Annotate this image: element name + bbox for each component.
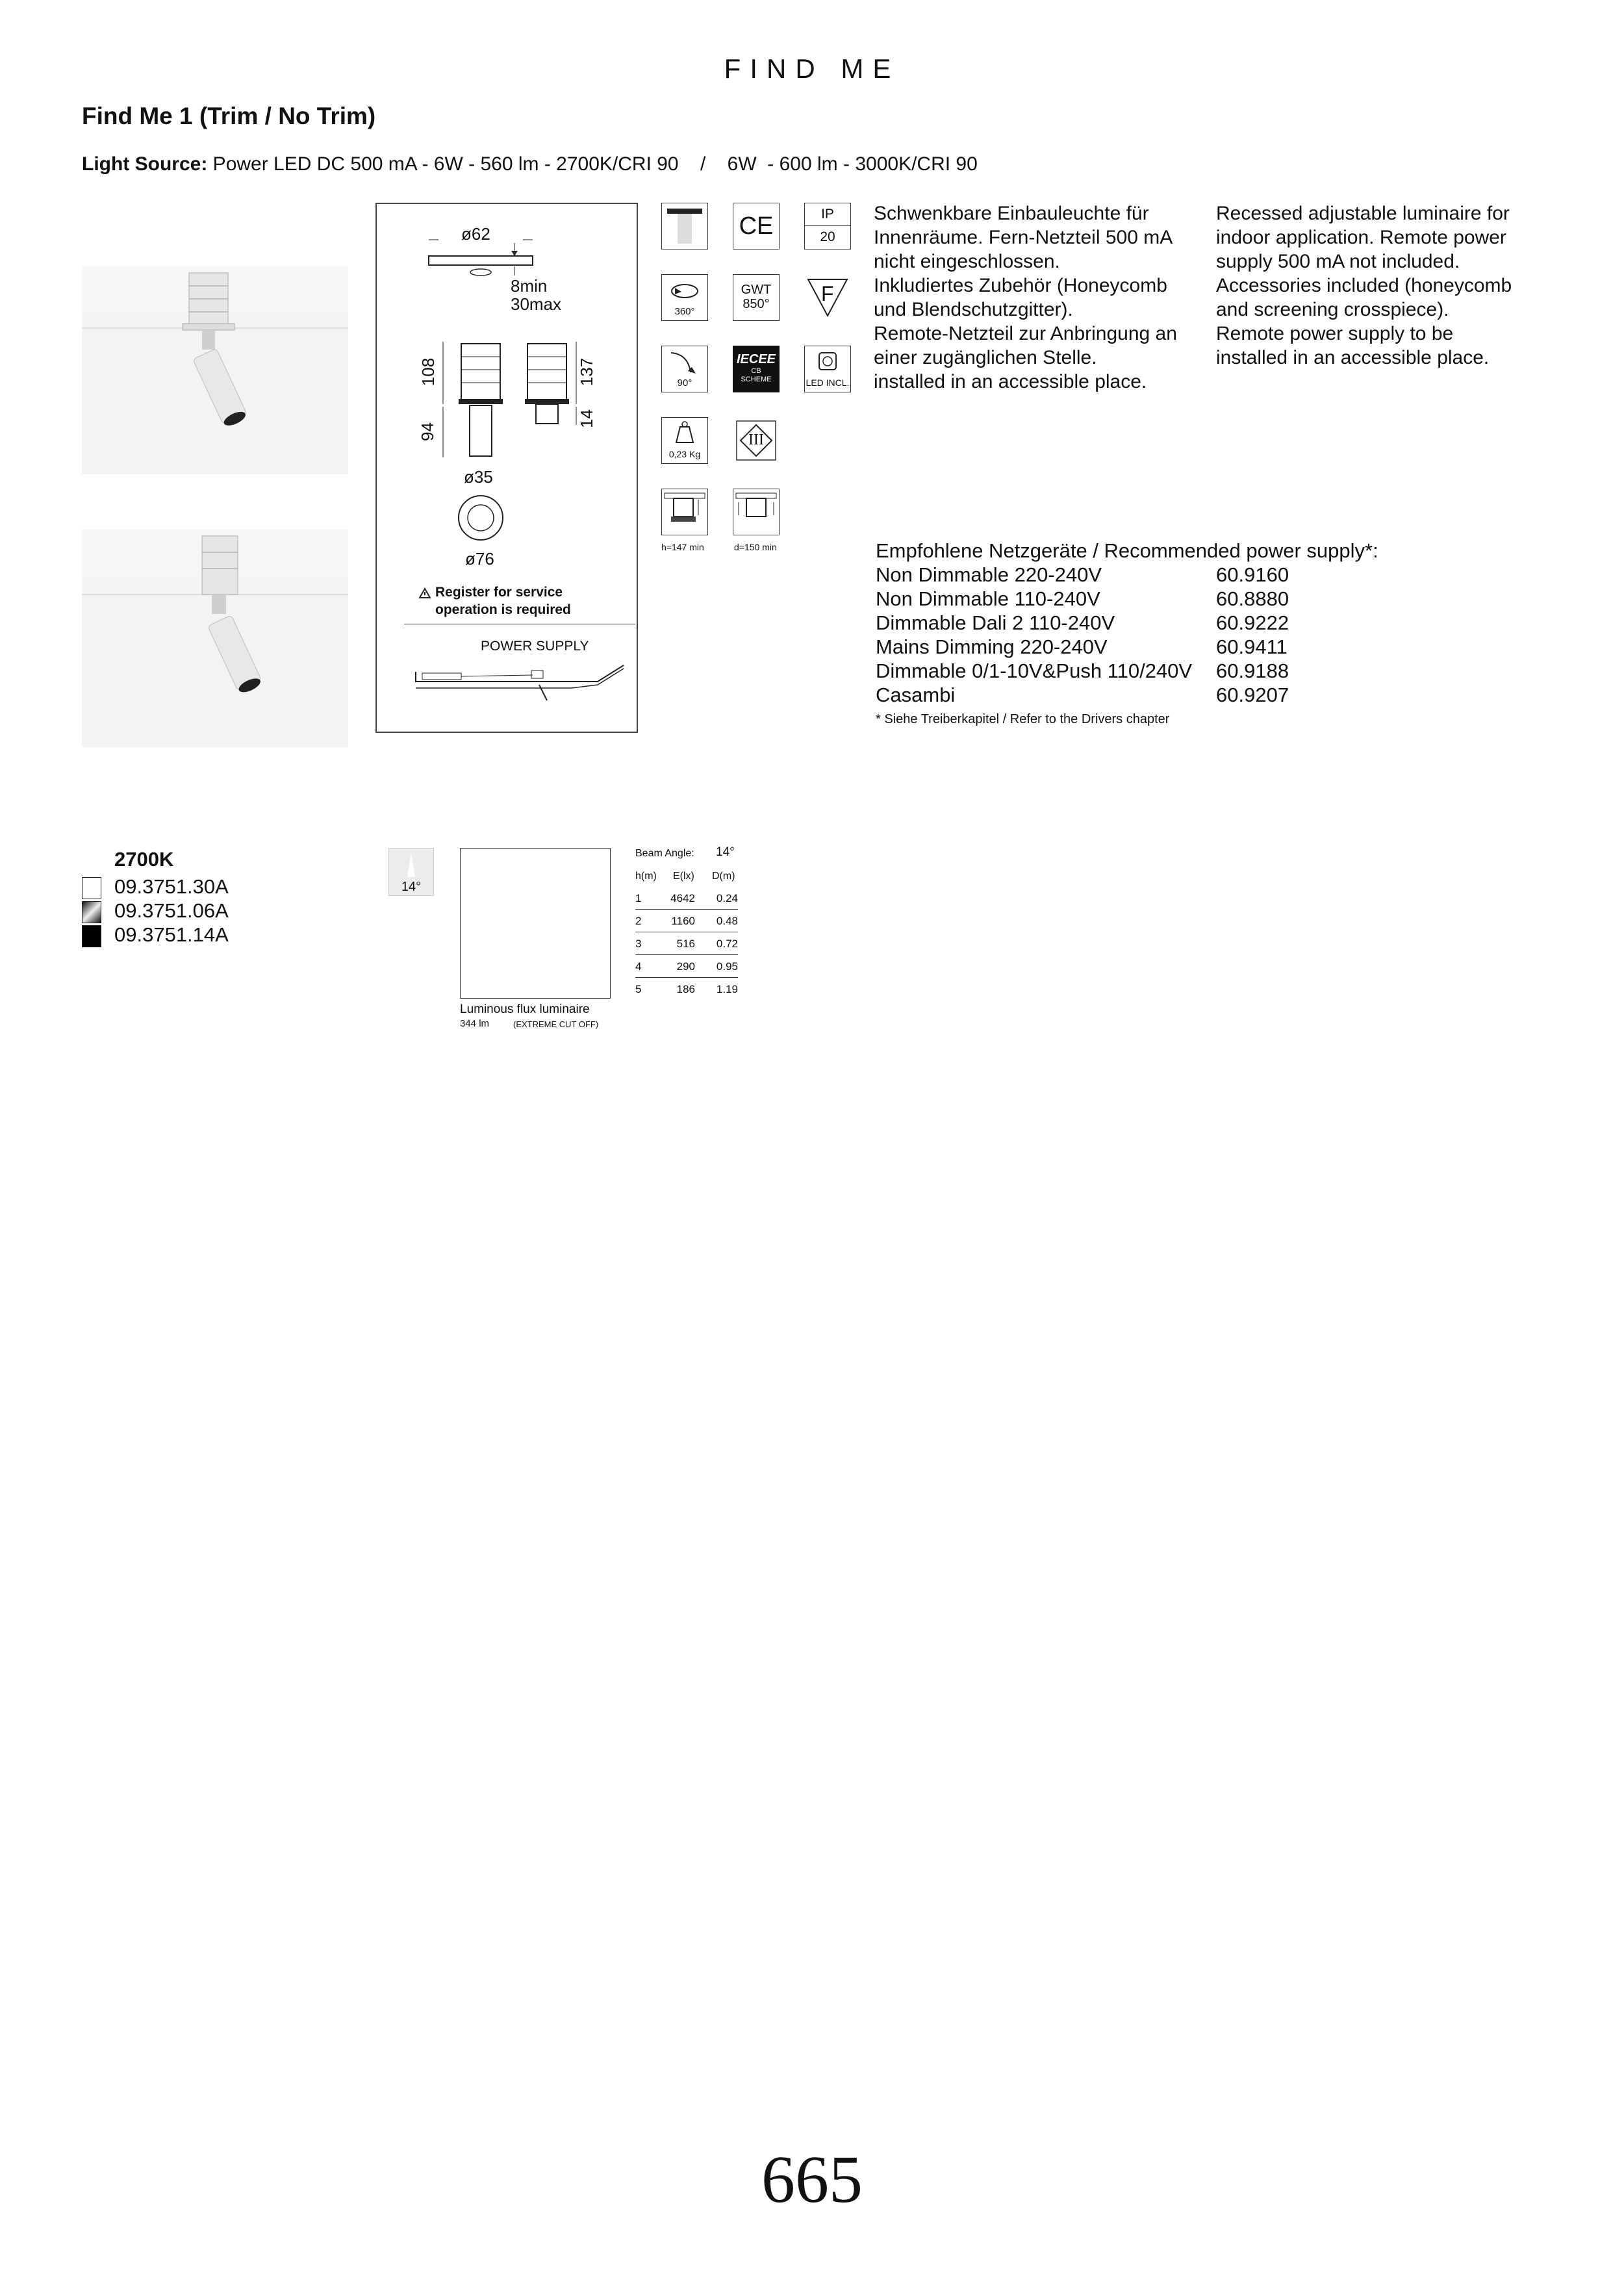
- row-diameter: 1.19: [716, 983, 738, 995]
- drivers-note: * Siehe Treiberkapitel / Refer to the Drivers chapter: [876, 712, 1170, 726]
- ps-name: Mains Dimming 220-240V: [876, 635, 1108, 658]
- article-code: 09.3751.30A: [114, 875, 229, 898]
- row-illuminance: 4642: [670, 892, 695, 904]
- beam-angle-label: Beam Angle:: [635, 848, 694, 859]
- iecee-icon: [733, 346, 780, 392]
- table-row: [635, 892, 738, 910]
- finish-swatch: [82, 877, 101, 899]
- row-diameter: 0.48: [716, 915, 738, 927]
- rotation-label: 360°: [674, 306, 695, 317]
- ce-icon: CE: [733, 203, 780, 249]
- product-title: Find Me 1 (Trim / No Trim): [82, 103, 376, 129]
- min-height-label: h=147 min: [661, 542, 704, 552]
- beam-angle-value: 14°: [716, 845, 735, 859]
- dim-height-108: 108: [418, 357, 438, 387]
- f-mark-icon: [804, 274, 851, 321]
- row-height: 3: [635, 938, 642, 950]
- f-mark-letter: F: [821, 282, 834, 305]
- cct-label: 2700K: [114, 848, 174, 871]
- iecee-sub: CB SCHEME: [741, 367, 772, 383]
- rotation-360-icon: [661, 274, 708, 321]
- tilt-label: 90°: [677, 377, 692, 389]
- table-head-h: h(m): [635, 871, 657, 882]
- table-row: [635, 915, 738, 932]
- power-supply-label: POWER SUPPLY: [481, 639, 589, 654]
- flux-value: 344 lm: [460, 1018, 490, 1029]
- power-supply-title: Empfohlene Netzgeräte / Recommended power supply*:: [876, 539, 1378, 562]
- variant-block: [82, 845, 809, 1056]
- weight-label: 0,23 Kg: [668, 449, 701, 459]
- class-iii-label: III: [748, 431, 764, 448]
- table-row: [635, 938, 738, 955]
- dim-height-137: 137: [577, 357, 597, 387]
- ps-name: Non Dimmable 110-240V: [876, 587, 1100, 610]
- row-height: 4: [635, 960, 642, 973]
- table-row: [635, 983, 738, 1000]
- page-number: 665: [761, 2142, 863, 2217]
- flux-label: Luminous flux luminaire: [460, 1003, 590, 1016]
- installation-depth-icon: [733, 489, 780, 535]
- row-illuminance: 186: [676, 983, 695, 995]
- ps-name: Non Dimmable 220-240V: [876, 563, 1102, 586]
- table-head-d: D(m): [712, 871, 735, 882]
- row-height: 2: [635, 915, 642, 927]
- dim-height-14: 14: [576, 409, 596, 428]
- row-height: 5: [635, 983, 642, 995]
- iecee-label: IECEE: [736, 352, 776, 366]
- table-row: [635, 960, 738, 978]
- finish-swatch: [82, 901, 101, 923]
- dim-diameter-76: ø76: [465, 549, 494, 568]
- ps-code: 60.8880: [1216, 587, 1289, 610]
- tilt-90-icon: [661, 346, 708, 392]
- product-photo-no-trim: [82, 530, 348, 747]
- ps-name: Dimmable Dali 2 110-240V: [876, 611, 1115, 634]
- ps-code: 60.9207: [1216, 683, 1289, 706]
- gwt-icon: GWT 850°: [733, 274, 780, 321]
- ps-code: 60.9188: [1216, 659, 1289, 682]
- light-source-label: Light Source:: [82, 153, 208, 175]
- ps-code: 60.9160: [1216, 563, 1289, 586]
- row-diameter: 0.72: [716, 938, 738, 950]
- polar-diagram: [460, 848, 611, 999]
- beam-icon: [388, 848, 434, 896]
- icons-grid: [661, 203, 856, 567]
- dim-height-94: 94: [417, 422, 437, 441]
- finish-swatch: [82, 925, 101, 947]
- row-illuminance: 516: [676, 938, 695, 950]
- light-source-text: Power LED DC 500 mA - 6W - 560 lm - 2700K/CRI 90 / 6W - 600 lm - 3000K/CRI 90: [207, 153, 978, 175]
- dim-adjust-min: 8min: [511, 276, 548, 296]
- article-code: 09.3751.14A: [114, 923, 229, 946]
- beam-icon-label: 14°: [401, 880, 422, 894]
- ps-name: Casambi: [876, 683, 956, 706]
- ip-value: 20: [820, 229, 835, 244]
- class-iii-icon: [733, 417, 780, 464]
- min-depth-label: d=150 min: [734, 542, 777, 552]
- dim-diameter-35: ø35: [464, 467, 493, 487]
- installation-height-icon: [661, 489, 708, 535]
- led-included-icon: [804, 346, 851, 392]
- product-photo-trim: [82, 266, 348, 474]
- ip-rating-icon: [804, 203, 851, 249]
- ip-label: IP: [805, 203, 850, 226]
- weight-icon: [661, 417, 708, 464]
- row-height: 1: [635, 892, 642, 904]
- dim-diameter-62: ø62: [461, 224, 490, 244]
- ps-code: 60.9411: [1216, 635, 1288, 658]
- ps-code: 60.9222: [1216, 611, 1289, 634]
- row-illuminance: 1160: [671, 915, 695, 927]
- article-code: 09.3751.06A: [114, 899, 229, 922]
- table-head-e: E(lx): [673, 871, 694, 882]
- service-warning: Register for service operation is required: [435, 585, 571, 617]
- row-diameter: 0.95: [716, 960, 738, 973]
- power-supply-list: [876, 539, 1460, 734]
- ps-name: Dimmable 0/1-10V&Push 110/240V: [876, 659, 1193, 682]
- description-en: Recessed adjustable luminaire for indoor application. Remote power supply 500 mA not included. Accessories included (honeycomb and screening crosspiece). Remote power supply to be installed in an accessible place.: [1216, 203, 1512, 368]
- recessed-icon: [661, 203, 708, 249]
- led-included-label: LED INCL.: [806, 377, 850, 388]
- technical-drawing: [375, 203, 638, 733]
- light-source-line: [82, 153, 978, 175]
- series-title: FIND ME: [724, 53, 900, 84]
- cutoff-label: (EXTREME CUT OFF): [513, 1019, 599, 1029]
- dim-adjust-max: 30max: [511, 294, 562, 314]
- row-diameter: 0.24: [716, 892, 738, 904]
- description-de: Schwenkbare Einbauleuchte für Innenräume. Fern-Netzteil 500 mA nicht eingeschlossen. Inkludiertes Zubehör (Honeycomb und Blendschutzgitter). Remote-Netzteil zur Anbringung an einer zugänglichen Stelle. installed in an accessible place.: [874, 203, 1177, 392]
- row-illuminance: 290: [676, 960, 695, 973]
